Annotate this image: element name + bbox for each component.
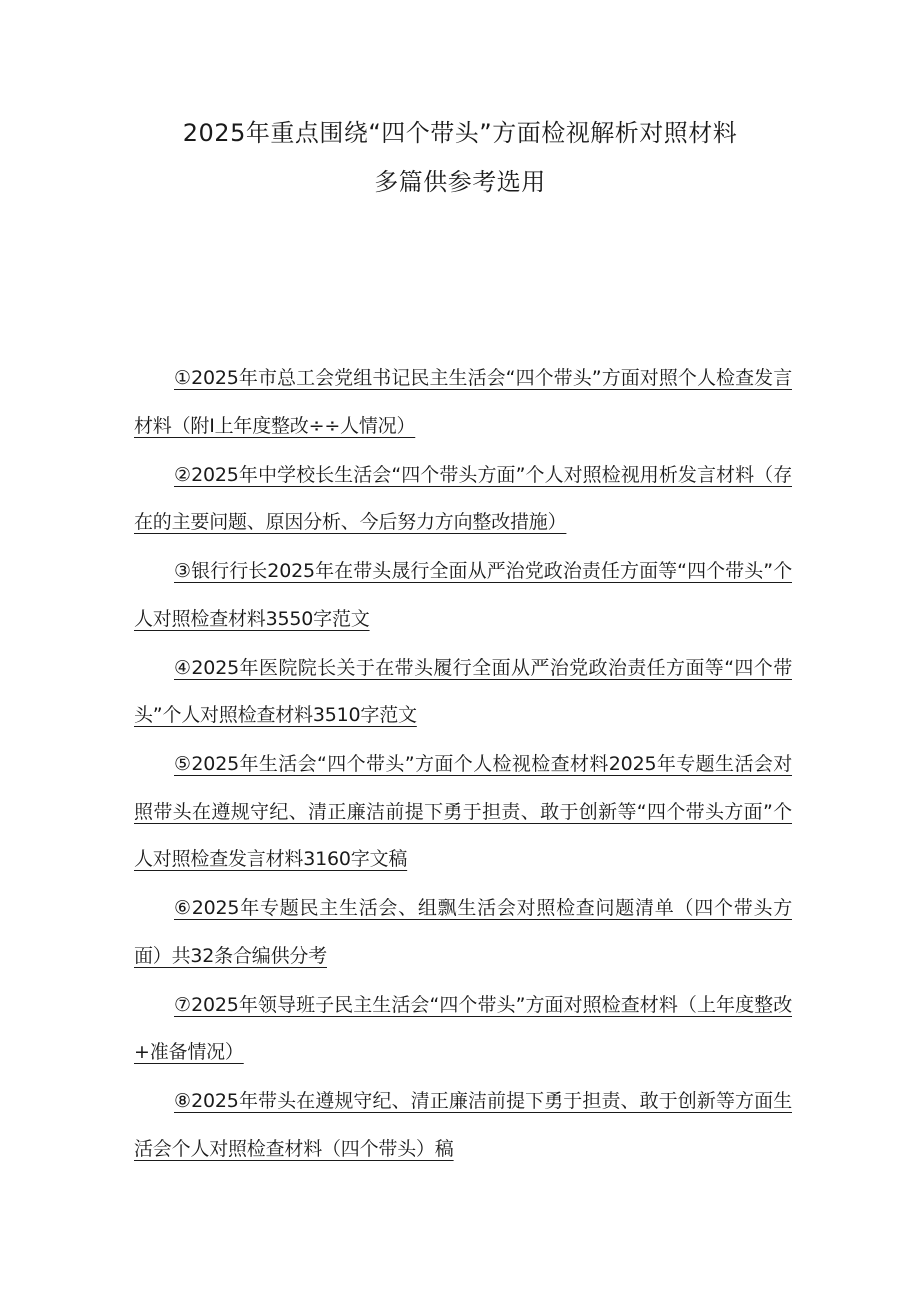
document-link-item-1[interactable]: ①2025年市总工会党组书记民主生活会“四个带头”方面对照个人检查发言材料（附I上年度整改÷÷人情况） xyxy=(134,367,792,437)
document-link-list xyxy=(134,355,792,1175)
document-link-item-3[interactable]: ③银行行长2025年在带头晟行全面从严治党政治责任方面等“四个带头”个人对照检查材料3550字范文 xyxy=(134,560,792,630)
document-subtitle: 多篇供参考选用 xyxy=(374,168,546,196)
document-link-item-6[interactable]: ⑥2025年专题民主生活会、组飘生活会对照检查问题清单（四个带头方面）共32条合编供分考 xyxy=(134,897,792,967)
document-link-item-8[interactable]: ⑧2025年带头在遵规守纪、清正廉洁前提下勇于担责、敢于创新等方面生活会个人对照检查材料（四个带头）稿 xyxy=(134,1090,792,1160)
document-link-item-2[interactable]: ②2025年中学校长生活会“四个带头方面”个人对照检视用析发言材料（存在的主要问题、原因分析、今后努力方向整改措施） xyxy=(134,463,792,533)
document-link-item-4[interactable]: ④2025年医院院长关于在带头履行全面从严治党政治责任方面等“四个带头”个人对照检查材料3510字范文 xyxy=(134,656,792,726)
document-link-item-5[interactable]: ⑤2025年生活会“四个带头”方面个人检视检查材料2025年专题生活会对照带头在遵规守纪、清正廉洁前提下勇于担责、敢于创新等“四个带头方面”个人对照检查发言材料3160字文稿 xyxy=(134,753,792,870)
document-link-item-7[interactable]: ⑦2025年领导班子民主生活会“四个带头”方面对照检查材料（上年度整改+准备情况） xyxy=(134,993,792,1063)
document-title: 2025年重点围绕“四个带头”方面检视解析对照材料 xyxy=(182,119,738,147)
